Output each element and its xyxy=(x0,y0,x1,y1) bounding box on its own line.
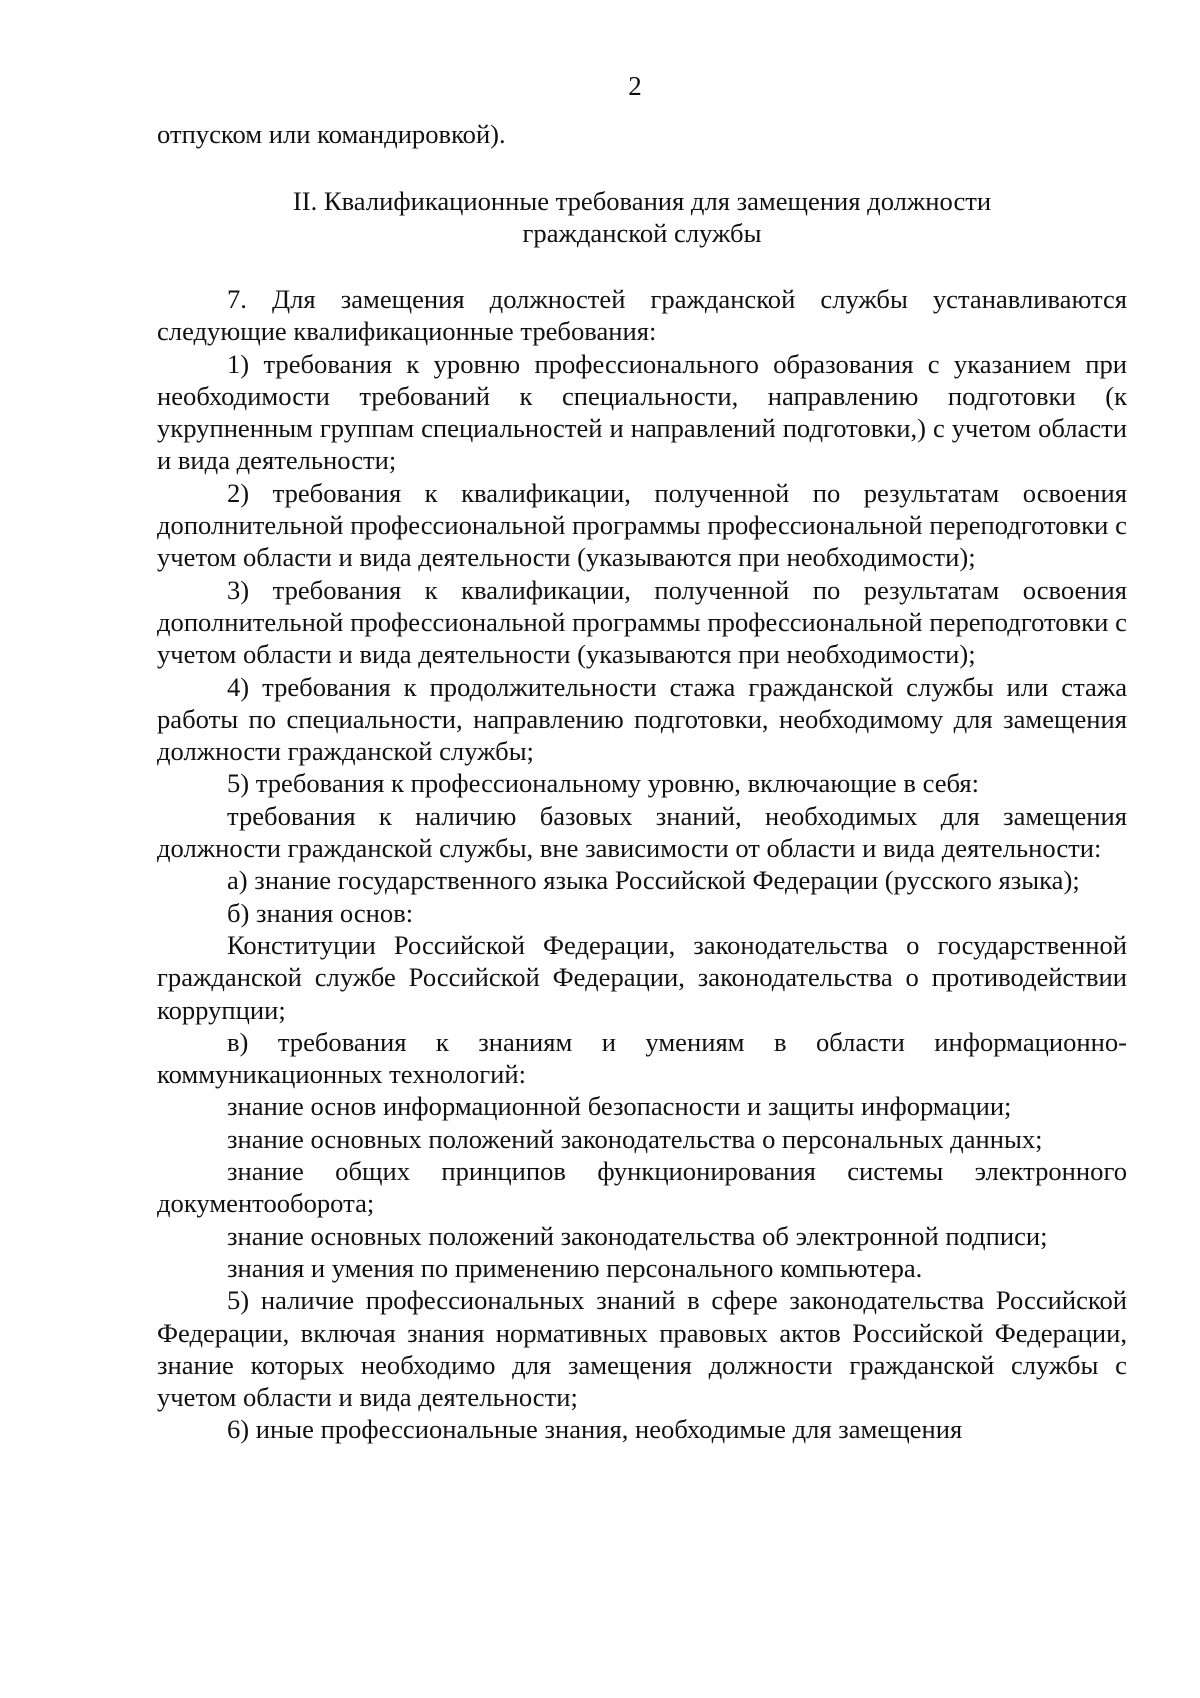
page-number: 2 xyxy=(628,71,642,101)
paragraph-subitem-b: б) знания основ: xyxy=(227,897,414,928)
paragraph-infosec: знание основ информационной безопасности и защиты информации; xyxy=(227,1091,1012,1122)
continued-line: отпуском или командировкой). xyxy=(157,119,506,149)
paragraph-item-5-professional: 5) наличие профессиональных знаний в сфере законодательства Российской Федерации, включая знания нормативных правовых актов Российской Федерации, знание которых необходимо для замещения должности гражданской службы с учетом области и вида деятельности; xyxy=(157,1285,1127,1413)
paragraph-personal-data: знание основных положений законодательства о персональных данных; xyxy=(227,1123,1043,1154)
paragraph-e-signature: знание основных положений законодательства об электронной подписи; xyxy=(227,1220,1048,1251)
paragraph-item-6: 6) иные профессиональные знания, необходимые для замещения xyxy=(227,1414,963,1445)
paragraph-subitem-a: а) знание государственного языка Российской Федерации (русского языка); xyxy=(227,865,1080,896)
paragraph-pc-skills: знания и умения по применению персонального компьютера. xyxy=(227,1252,923,1283)
paragraph-edms: знание общих принципов функционирования системы электронного документооборота; xyxy=(157,1156,1127,1219)
paragraph-7-intro: 7. Для замещения должностей гражданской службы устанавливаются следующие квалификационные требования: xyxy=(157,284,1127,347)
paragraph-item-1: 1) требования к уровню профессионального образования с указанием при необходимости требований к специальности, направлению подготовки (к укрупненным группам специальностей и направлений подготовки,) с учетом области и вида деятельности; xyxy=(157,348,1127,476)
paragraph-item-4: 4) требования к продолжительности стажа гражданской службы или стажа работы по специальности, направлению подготовки, необходимому для замещения должности гражданской службы; xyxy=(157,671,1127,767)
document-body xyxy=(157,283,1127,1446)
paragraph-item-3: 3) требования к квалификации, полученной по результатам освоения дополнительной профессиональной программы профессиональной переподготовки с учетом области и вида деятельности (указываются при необходимости); xyxy=(157,574,1127,670)
section-heading-line-1: II. Квалификационные требования для замещения должности xyxy=(292,186,992,216)
paragraph-constitution: Конституции Российской Федерации, законодательства о государственной гражданской службе Российской Федерации, законодательства о противодействии коррупции; xyxy=(157,929,1127,1025)
section-heading-line-2: гражданской службы xyxy=(522,218,762,249)
continued-text xyxy=(157,118,1127,150)
paragraph-item-2: 2) требования к квалификации, полученной по результатам освоения дополнительной профессиональной программы профессиональной переподготовки с учетом области и вида деятельности (указываются при необходимости); xyxy=(157,477,1127,573)
paragraph-item-5: 5) требования к профессиональному уровню, включающие в себя: xyxy=(227,768,980,799)
paragraph-subitem-v: в) требования к знаниям и умениям в области информационно-коммуникационных технологий: xyxy=(157,1026,1127,1090)
paragraph-basic-knowledge: требования к наличию базовых знаний, необходимых для замещения должности гражданской службы, вне зависимости от области и вида деятельности: xyxy=(157,800,1127,864)
section-heading xyxy=(157,185,1127,250)
